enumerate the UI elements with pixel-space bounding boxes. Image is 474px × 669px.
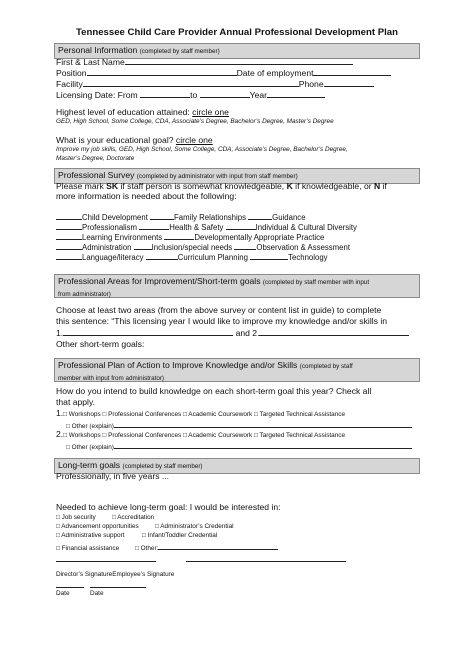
survey-mark[interactable]: [56, 211, 82, 220]
education-q-text: Highest level of education attained:: [56, 107, 190, 117]
survey-mark[interactable]: [248, 211, 272, 220]
longterm-note: (completed by staff member): [122, 463, 203, 470]
goal-1-field[interactable]: [63, 327, 233, 336]
longterm-professionally: Professionally, in five years ...: [56, 471, 170, 481]
personal-info-note: (completed by staff member): [139, 48, 220, 55]
survey-row-5: [56, 251, 328, 262]
position-row: [56, 67, 391, 78]
licensing-to-field[interactable]: [200, 89, 250, 98]
licensing-to-label: to: [190, 90, 198, 100]
education-options[interactable]: GED, High School, Some College, CDA, Associate’s Degree, Bachelor’s Degree, Master’s Degree: [56, 118, 334, 125]
goal-q-text: What is your educational goal?: [56, 135, 174, 145]
survey-mark[interactable]: [250, 251, 288, 260]
date-label-1: Date: [56, 590, 70, 597]
option-1-other-checkbox[interactable]: □ Other (explain): [66, 423, 114, 430]
position-label: Position: [56, 68, 87, 78]
survey-mark[interactable]: [164, 231, 194, 240]
improvement-goals-row: [56, 327, 409, 338]
date-labels: [56, 590, 104, 598]
position-field[interactable]: [87, 67, 237, 76]
survey-item: Child Development: [82, 213, 148, 222]
instr-n: N: [374, 181, 381, 191]
opt-financial[interactable]: □ Financial assistance: [56, 545, 120, 552]
instr-sk: SK: [106, 181, 119, 191]
improvement-heading: Professional Areas for Improvement/Short-term goals: [58, 276, 261, 286]
opt-accreditation[interactable]: □ Accreditation: [112, 514, 155, 521]
longterm-opt-row-2: [56, 523, 234, 531]
option-1-checkboxes[interactable]: □ Workshops □ Professional Conferences □ Academic Coursework □ Targeted Technical Assistance: [63, 411, 346, 418]
other-short-term: Other short-term goals:: [56, 339, 145, 349]
survey-item: Guidance: [272, 213, 306, 222]
instr-text-d: if: [380, 181, 387, 191]
survey-mark[interactable]: [139, 221, 169, 230]
phone-label: Phone: [298, 79, 324, 89]
facility-field[interactable]: [83, 78, 299, 87]
survey-mark[interactable]: [56, 231, 82, 240]
director-signature-line[interactable]: [56, 560, 156, 562]
first-last-field[interactable]: [125, 56, 353, 65]
option-2-other: [66, 440, 412, 452]
option-2-other-field[interactable]: [114, 440, 412, 449]
survey-mark[interactable]: [146, 251, 178, 260]
option-2-number: 2.: [56, 429, 64, 439]
first-last-row: [56, 56, 353, 67]
action-note-2: member with input from administrator): [58, 375, 165, 382]
longterm-opt-row-4: [56, 541, 278, 553]
instr-text-a: Please mark: [56, 181, 107, 191]
improvement-text-1: Choose at least two areas (from the above survey or content list in guide) to complete: [56, 305, 382, 315]
survey-item: Technology: [288, 253, 328, 262]
date-employment-label: Date of employment: [236, 68, 314, 78]
action-question-1: How do you intend to build knowledge on each short-term goal this year? Check all: [56, 386, 372, 396]
opt-other-field[interactable]: [158, 541, 278, 550]
survey-mark[interactable]: [150, 211, 174, 220]
opt-advancement[interactable]: □ Advancement opportunities: [56, 523, 139, 530]
longterm-opt-row-1: [56, 514, 154, 522]
licensing-from-field[interactable]: [140, 89, 190, 98]
instr-text-c: if knowledgeable, or: [292, 181, 375, 191]
longterm-heading: Long-term goals: [58, 460, 121, 470]
first-last-label: First & Last Name: [56, 57, 125, 67]
option-2-checkboxes[interactable]: □ Workshops □ Professional Conferences □ Academic Coursework □ Targeted Technical Assistance: [63, 432, 346, 439]
survey-mark[interactable]: [226, 221, 256, 230]
employee-signature-label: Employee’s Signature: [112, 571, 175, 578]
instr-text-b: if staff person is somewhat knowledgeable,: [118, 181, 287, 191]
education-circle-one: circle one: [192, 107, 229, 117]
survey-item: Language/literacy: [82, 253, 144, 262]
survey-item: Administration: [82, 243, 132, 252]
improvement-header: [54, 274, 420, 298]
survey-item: Developmentally Appropriate Practice: [194, 233, 325, 242]
longterm-needed: Needed to achieve long-term goal: I would be interested in:: [56, 502, 281, 512]
instr-k: K: [286, 181, 293, 191]
survey-mark[interactable]: [234, 241, 256, 250]
opt-other[interactable]: □ Other:: [135, 545, 159, 552]
action-heading: Professional Plan of Action to Improve Knowledge and/or Skills: [58, 360, 298, 370]
goal-options-line-1[interactable]: Improve my job skills, GED, High School, Some College, CDA, Associate’s Degree, Bachelor’s Degree,: [56, 146, 348, 153]
survey-item: Inclusion/special needs: [151, 243, 233, 252]
opt-admin-credential[interactable]: □ Administrator’s Credential: [155, 523, 234, 530]
licensing-year-label: Year: [249, 90, 268, 100]
goal-2-label: and 2.: [235, 328, 260, 338]
licensing-year-field[interactable]: [267, 89, 325, 98]
director-signature-label: Director’s Signature: [56, 571, 113, 578]
date-label-2: Date: [90, 590, 104, 597]
option-2-other-checkbox[interactable]: □ Other (explain): [66, 444, 114, 451]
goal-1-label: 1.: [56, 328, 64, 338]
survey-instruction-1: [56, 181, 387, 191]
date-employment-field[interactable]: [313, 67, 391, 76]
goal-2-field[interactable]: [259, 327, 409, 336]
education-question: [56, 107, 229, 117]
improvement-note-1: (completed by staff member with input: [262, 279, 370, 286]
personal-info-heading: Personal Information: [58, 45, 138, 55]
survey-item: Family Relationships: [174, 213, 246, 222]
action-header: [54, 358, 420, 382]
longterm-opt-row-3: [56, 532, 217, 540]
survey-mark[interactable]: [56, 251, 82, 260]
survey-mark[interactable]: [56, 241, 82, 250]
phone-field[interactable]: [324, 78, 374, 87]
facility-row: [56, 78, 374, 89]
goal-options-line-2[interactable]: Master’s Degree, Doctorate: [56, 155, 135, 162]
opt-infant-toddler[interactable]: □ Infant/Toddler Credential: [142, 532, 218, 539]
option-1-number: 1.: [56, 408, 64, 418]
survey-mark[interactable]: [134, 241, 152, 250]
facility-label: Facility: [56, 79, 83, 89]
opt-job-security[interactable]: □ Job security: [56, 514, 96, 521]
goal-question: [56, 135, 213, 145]
survey-note: (completed by administrator with input from staff member): [136, 173, 298, 180]
date-line-1[interactable]: [56, 586, 84, 588]
survey-instruction-2: more information is needed about the following:: [56, 191, 237, 201]
improvement-note-2: from administrator): [58, 291, 111, 298]
option-1-other-field[interactable]: [114, 419, 412, 428]
action-note-1: (completed by staff: [299, 363, 353, 370]
signature-labels: [56, 571, 174, 579]
employee-signature-line[interactable]: [186, 560, 346, 562]
action-question-2: that apply.: [56, 397, 96, 407]
licensing-row: [56, 89, 325, 100]
goal-circle-one: circle one: [175, 135, 213, 145]
opt-admin-support[interactable]: □ Administrative support: [56, 532, 125, 539]
page-title: Tennessee Child Care Provider Annual Professional Development Plan: [75, 27, 398, 38]
survey-mark[interactable]: [56, 221, 82, 230]
survey-item: Learning Environments: [82, 233, 163, 242]
survey-item: Curriculum Planning: [177, 253, 248, 262]
survey-item: Health & Safety: [169, 223, 224, 232]
survey-heading: Professional Survey: [58, 170, 135, 180]
improvement-text-2: this sentence: “This licensing year I would like to improve my knowledge and/or skills in: [56, 316, 388, 326]
licensing-from-label: Licensing Date: From: [56, 90, 138, 100]
survey-item: Professionalism: [82, 223, 138, 232]
survey-item: Observation & Assessment: [256, 243, 350, 252]
survey-item: Individual & Cultural Diversity: [255, 223, 357, 232]
date-line-2[interactable]: [90, 586, 146, 588]
